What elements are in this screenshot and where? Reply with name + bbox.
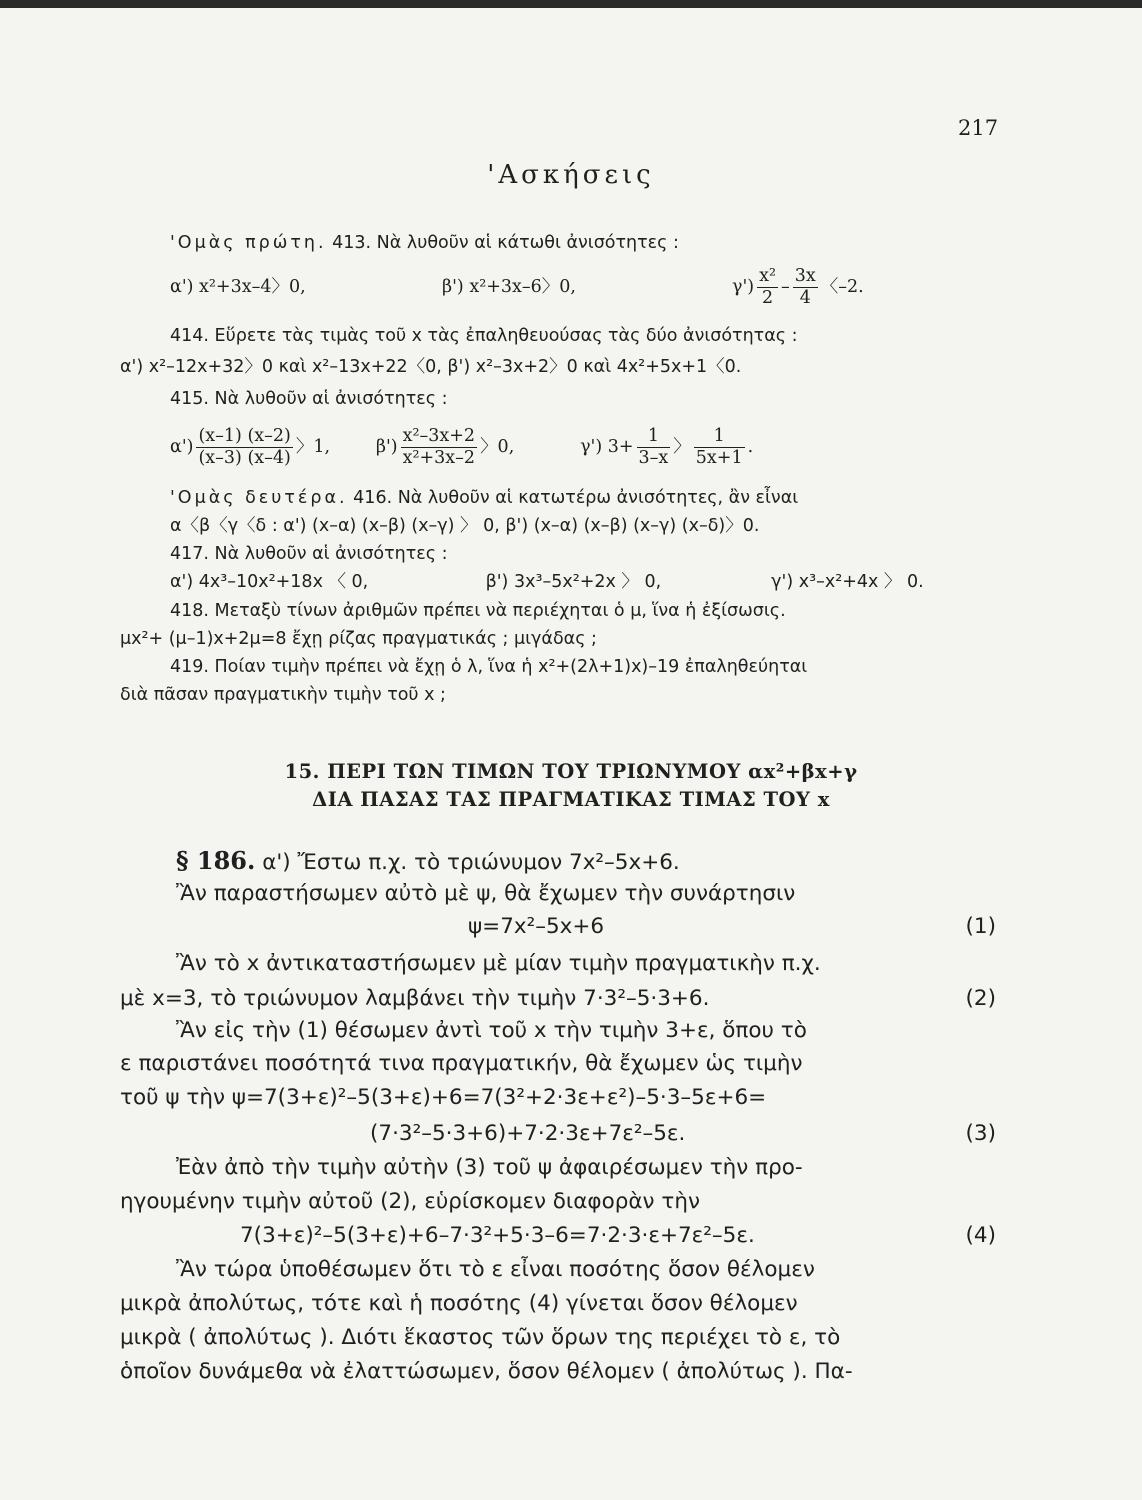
fraction-denominator: 4 [799,287,811,308]
para-line-8: τοῦ ψ τὴν ψ=7(3+ε)²–5(3+ε)+6=7(3²+2·3ε+ε²)–5·3–5ε+6= [120,1085,767,1110]
ex413-c-fraction-1 [757,266,778,309]
exercise-415: 415. Νὰ λυθοῦν αἱ ἀνισότητες : [170,389,448,409]
ex415-b-label: β') [375,437,398,457]
exercise-419-line2: διὰ πᾶσαν πραγματικὴν τιμὴν τοῦ x ; [120,685,446,705]
fraction-numerator: 1 [637,426,671,448]
group1-label: 'Ομὰς πρώτη. [170,233,327,253]
ex413-c-minus: – [781,277,790,297]
exercise-418-line2: μx²+ (μ–1)x+2μ=8 ἔχῃ ρίζας πραγματικάς ; μιγάδας ; [120,629,597,649]
para-line-3: ψ=7x²–5x+6 [468,914,605,939]
ex415-b-fraction [401,426,477,469]
section-mark: § 186. [176,846,256,875]
para-line-2: Ἂν παραστήσωμεν αὐτὸ μὲ ψ, θὰ ἔχωμεν τὴν συνάρτησιν [176,881,796,906]
ex417-c: γ') x³–x²+4x 〉 0. [771,572,924,592]
ex415-c-label: γ') 3+ [580,437,634,457]
para-line-4: Ἂν τὸ x ἀντικαταστήσωμεν μὲ μίαν τιμὴν πραγματικὴν π.χ. [176,951,821,976]
group2-label: 'Ομὰς δευτέρα. [170,488,348,508]
equation-number-2: (2) [965,986,996,1011]
exercise-418: 418. Μεταξὺ τίνων ἀριθμῶν πρέπει νὰ περιέχηται ὁ μ, ἵνα ἡ ἐξίσωσις. [170,601,786,621]
ex415-a-fraction [196,426,292,469]
exercise-413-text: 413. Νὰ λυθοῦν αἱ κάτωθι ἀνισότητες : [332,233,679,253]
para-line-7: ε παριστάνει ποσότητά τινα πραγματικήν, θὰ ἔχωμεν ὡς τιμὴν [120,1051,803,1076]
fraction-numerator: (x–1) (x–2) [198,425,291,446]
para-line-5: μὲ x=3, τὸ τριώνυμον λαμβάνει τὴν τιμὴν 7·3²–5·3+6. [120,986,710,1011]
fraction-numerator: 3x [794,265,816,286]
ex417-a: α') 4x³–10x²+18x 〈 0, [170,572,369,592]
exercise-417: 417. Νὰ λυθοῦν αἱ ἀνισότητες : [170,544,448,564]
equation-number-1: (1) [965,914,996,939]
para-line-9: (7·3²–5·3+6)+7·2·3ε+7ε²–5ε. [370,1121,686,1146]
ex413-a: α') x²+3x–4〉0, [170,277,306,297]
equation-number-4: (4) [965,1223,996,1248]
para-line-10: Ἐὰν ἀπὸ τὴν τιμὴν αὐτὴν (3) τοῦ ψ ἀφαιρέσωμεν τὴν προ- [176,1155,803,1180]
exercise-416-text: 416. Νὰ λυθοῦν αἱ κατωτέρω ἀνισότητες, ἂν εἶναι [353,488,799,508]
exercise-413 [170,232,679,254]
exercises-heading: 'Ασκήσεις [487,160,655,190]
exercise-416 [170,487,798,509]
ex417-b: β') 3x³–5x²+2x 〉 0, [485,572,662,592]
exercise-416-line2: α〈β〈γ〈δ : α') (x–α) (x–β) (x–γ) 〉 0, β') (x–α) (x–β) (x–γ) (x–δ)〉0. [170,516,760,536]
fraction-denominator: 3–x [638,447,669,468]
exercise-413-items [170,262,864,312]
ex415-a-rest: 〉1, [295,437,331,457]
page-number: 217 [958,116,999,140]
para-line-16: ὁποῖον δυνάμεθα νὰ ἐλαττώσωμεν, ὅσον θέλομεν ( ἀπολύτως ). Πα- [120,1359,853,1384]
fraction-denominator: 2 [761,287,774,308]
ex415-b-rest: 〉0, [480,437,515,457]
ex413-c-fraction-2 [793,266,818,309]
fraction-numerator: 1 [694,426,745,448]
fraction-denominator: 5x+1 [695,447,743,468]
section-title-line2: ΔΙΑ ΠΑΣΑΣ ΤΑΣ ΠΡΑΓΜΑΤΙΚΑΣ ΤΙΜΑΣ ΤΟΥ x [312,788,830,811]
ex415-c-fraction-2 [694,426,745,469]
scan-edge [0,0,1142,8]
fraction-numerator: x²–3x+2 [402,425,476,446]
para-line-12: 7(3+ε)²–5(3+ε)+6–7·3²+5·3–6=7·2·3·ε+7ε²–5ε. [240,1223,755,1248]
equation-number-3: (3) [965,1121,996,1146]
exercise-419: 419. Ποίαν τιμὴν πρέπει νὰ ἔχῃ ὁ λ, ἵνα ἡ x²+(2λ+1)x)–19 ἐπαληθεύηται [170,657,808,677]
fraction-denominator: (x–3) (x–4) [198,447,291,468]
ex415-c-gt: 〉 [673,437,691,457]
para-line-14: μικρὰ ἀπολύτως, τότε καὶ ἡ ποσότης (4) γίνεται ὅσον θέλομεν [120,1291,798,1316]
fraction-denominator: x²+3x–2 [402,447,476,468]
para-line-6: Ἂν εἰς τὴν (1) θέσωμεν ἀντὶ τοῦ x τὴν τιμὴν 3+ε, ὅπου τὸ [176,1018,807,1043]
exercise-414-line2: α') x²–12x+32〉0 καὶ x²–13x+22〈0, β') x²–3x+2〉0 καὶ 4x²+5x+1〈0. [120,357,742,377]
para-line-1-text: α') Ἔστω π.χ. τὸ τριώνυμον 7x²–5x+6. [262,850,680,875]
ex413-c-label: γ') [732,277,755,297]
para-line-11: ηγουμένην τιμὴν αὐτοῦ (2), εὑρίσκομεν διαφορὰν τὴν [120,1189,700,1214]
para-line-15: μικρὰ ( ἀπολύτως ). Διότι ἕκαστος τῶν ὅρων της περιέχει τὸ ε, τὸ [120,1325,841,1350]
para-line-13: Ἂν τώρα ὑποθέσωμεν ὅτι τὸ ε εἶναι ποσότης ὅσον θέλομεν [176,1257,815,1282]
ex415-c-end: . [747,437,754,457]
exercise-417-items [170,571,924,593]
ex415-c-fraction-1 [637,426,671,469]
para-line-1 [176,847,680,877]
ex413-c-rest: 〈–2. [820,277,864,297]
ex415-a-label: α') [170,437,194,457]
fraction-numerator: x² [759,265,776,286]
exercise-414: 414. Εὕρετε τὰς τιμὰς τοῦ x τὰς ἐπαληθευούσας τὰς δύο ἀνισότητας : [170,326,798,346]
ex413-b: β') x²+3x–6〉0, [442,277,576,297]
section-title-line1: 15. ΠΕΡΙ ΤΩΝ ΤΙΜΩΝ ΤΟΥ ΤΡΙΩΝΥΜΟΥ αx²+βx+γ [284,760,858,783]
exercise-415-items [170,420,753,474]
